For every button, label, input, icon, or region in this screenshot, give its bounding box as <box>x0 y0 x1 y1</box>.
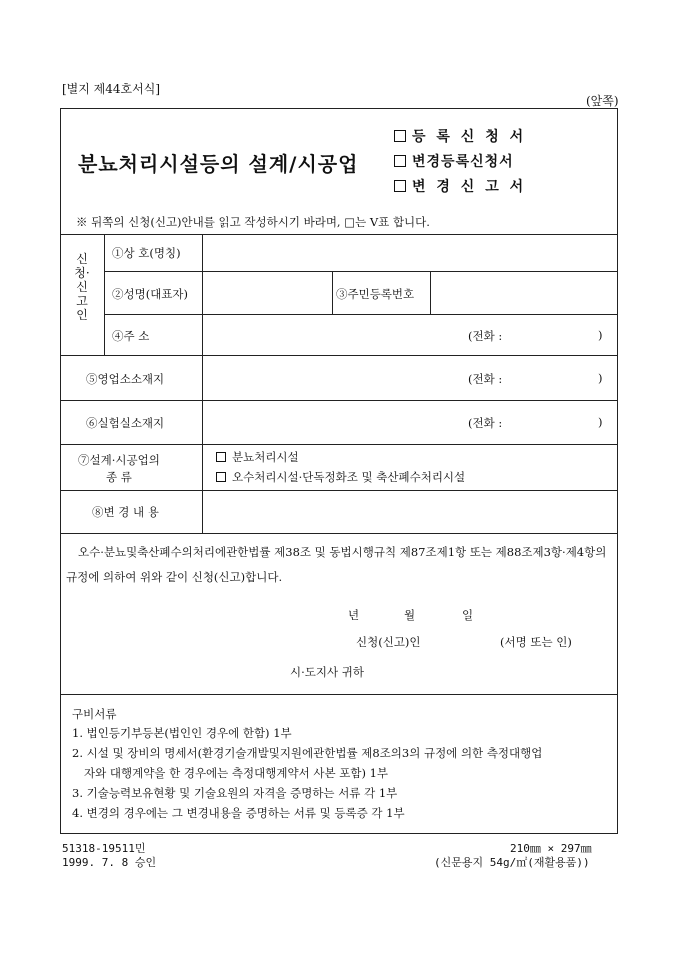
checkbox-icon[interactable] <box>394 155 406 167</box>
date-year-label: 년 <box>348 608 360 622</box>
row-divider <box>60 533 618 534</box>
phone-label: (전화 : <box>468 329 503 343</box>
row-divider <box>60 694 618 695</box>
page-side-label: (앞쪽) <box>586 94 619 108</box>
type-option-label: 오수처리시설·단독정화조 및 축산폐수처리시설 <box>232 470 466 484</box>
resident-number-label: ③주민등록번호 <box>336 287 415 301</box>
lab-location-input[interactable] <box>204 402 616 443</box>
address-input[interactable] <box>204 316 616 354</box>
table-top-border <box>60 234 618 235</box>
option-label: 변경등록신청서 <box>412 154 514 170</box>
column-divider <box>202 234 203 533</box>
phone-label: (전화 : <box>468 372 503 386</box>
option-registration[interactable] <box>394 126 526 146</box>
required-document-item: 3. 기술능력보유현황 및 기술요원의 자격을 증명하는 서류 각 1부 <box>72 786 398 800</box>
business-type-label-line1: ⑦설계·시공업의 <box>78 453 160 467</box>
declaration-text <box>60 540 618 590</box>
form-number: 51318-19511민 <box>62 842 146 855</box>
required-document-item: 2. 시설 및 장비의 명세서(환경기술개발및지원에관한법률 제8조의3의 규정에 의한 측정대행업 <box>72 746 543 760</box>
required-document-item: 4. 변경의 경우에는 그 변경내용을 증명하는 서류 및 등록증 각 1부 <box>72 806 405 820</box>
checkbox-icon[interactable] <box>216 472 226 482</box>
row-divider <box>60 444 618 445</box>
option-change-report[interactable] <box>394 176 526 196</box>
option-label: 등 록 신 청 서 <box>412 129 527 145</box>
form-title: 분뇨처리시설등의 설계/시공업 <box>78 152 359 176</box>
form-code: [별지 제44호서식] <box>62 82 160 96</box>
paper-spec: (신문용지 54g/㎡(재활용품)) <box>434 856 590 869</box>
type-option-sewage[interactable] <box>216 469 465 485</box>
column-divider <box>104 234 105 355</box>
row-divider <box>60 355 618 356</box>
lab-location-label: ⑥실험실소재지 <box>86 416 165 430</box>
addressee: 시·도지사 귀하 <box>290 665 364 679</box>
required-document-item: 자와 대행계약을 한 경우에는 측정대행계약서 사본 포함) 1부 <box>84 766 389 780</box>
row-divider <box>60 490 618 491</box>
representative-name-label: ②성명(대표자) <box>112 287 189 301</box>
option-change-registration[interactable] <box>394 151 514 171</box>
column-divider <box>430 271 431 314</box>
business-type-label <box>78 452 160 486</box>
date-month-label: 월 <box>404 608 416 622</box>
applicant-signature-label: 신청(신고)인 <box>356 635 421 649</box>
resident-number-input[interactable] <box>432 273 616 313</box>
applicant-section-label: 신청·신고인 <box>74 252 90 322</box>
business-location-input[interactable] <box>204 357 616 399</box>
business-location-label: ⑤영업소소재지 <box>86 372 165 386</box>
column-divider <box>332 271 333 314</box>
phone-close: ) <box>598 415 603 429</box>
row-divider <box>104 314 618 315</box>
date-day-label: 일 <box>462 608 474 622</box>
approval-date: 1999. 7. 8 승인 <box>62 856 157 869</box>
row-divider <box>104 271 618 272</box>
option-label: 변 경 신 고 서 <box>412 179 527 195</box>
address-label: ④주 소 <box>112 329 150 343</box>
change-content-label: ⑧변 경 내 용 <box>92 505 159 519</box>
instruction-notice: ※ 뒤쪽의 신청(신고)안내를 읽고 작성하시기 바라며, □는 V표 합니다. <box>76 215 430 229</box>
phone-label: (전화 : <box>468 416 503 430</box>
representative-name-input[interactable] <box>204 273 330 313</box>
signature-or-seal-label[interactable]: (서명 또는 인) <box>500 635 572 649</box>
checkbox-icon[interactable] <box>394 130 406 142</box>
declaration-paragraph: 오수·분뇨및축산폐수의처리에관한법률 제38조 및 동법시행규칙 제87조제1항 또는 제88조제3항·제4항의 규정에 의하여 위와 같이 신청(신고)합니다. <box>66 545 607 584</box>
required-documents-title: 구비서류 <box>72 707 117 721</box>
phone-close: ) <box>598 371 603 385</box>
checkbox-icon[interactable] <box>394 180 406 192</box>
required-document-item: 1. 법인등기부등본(법인인 경우에 한함) 1부 <box>72 726 292 740</box>
phone-close: ) <box>598 328 603 342</box>
checkbox-icon[interactable] <box>216 452 226 462</box>
type-option-label: 분뇨처리시설 <box>232 450 299 464</box>
trade-name-input[interactable] <box>204 236 616 270</box>
trade-name-label: ①상 호(명칭) <box>112 246 181 260</box>
change-content-input[interactable] <box>204 492 616 532</box>
type-option-excreta[interactable] <box>216 449 299 465</box>
paper-size: 210㎜ × 297㎜ <box>510 842 592 855</box>
row-divider <box>60 400 618 401</box>
business-type-label-line2: 종 류 <box>105 470 132 484</box>
